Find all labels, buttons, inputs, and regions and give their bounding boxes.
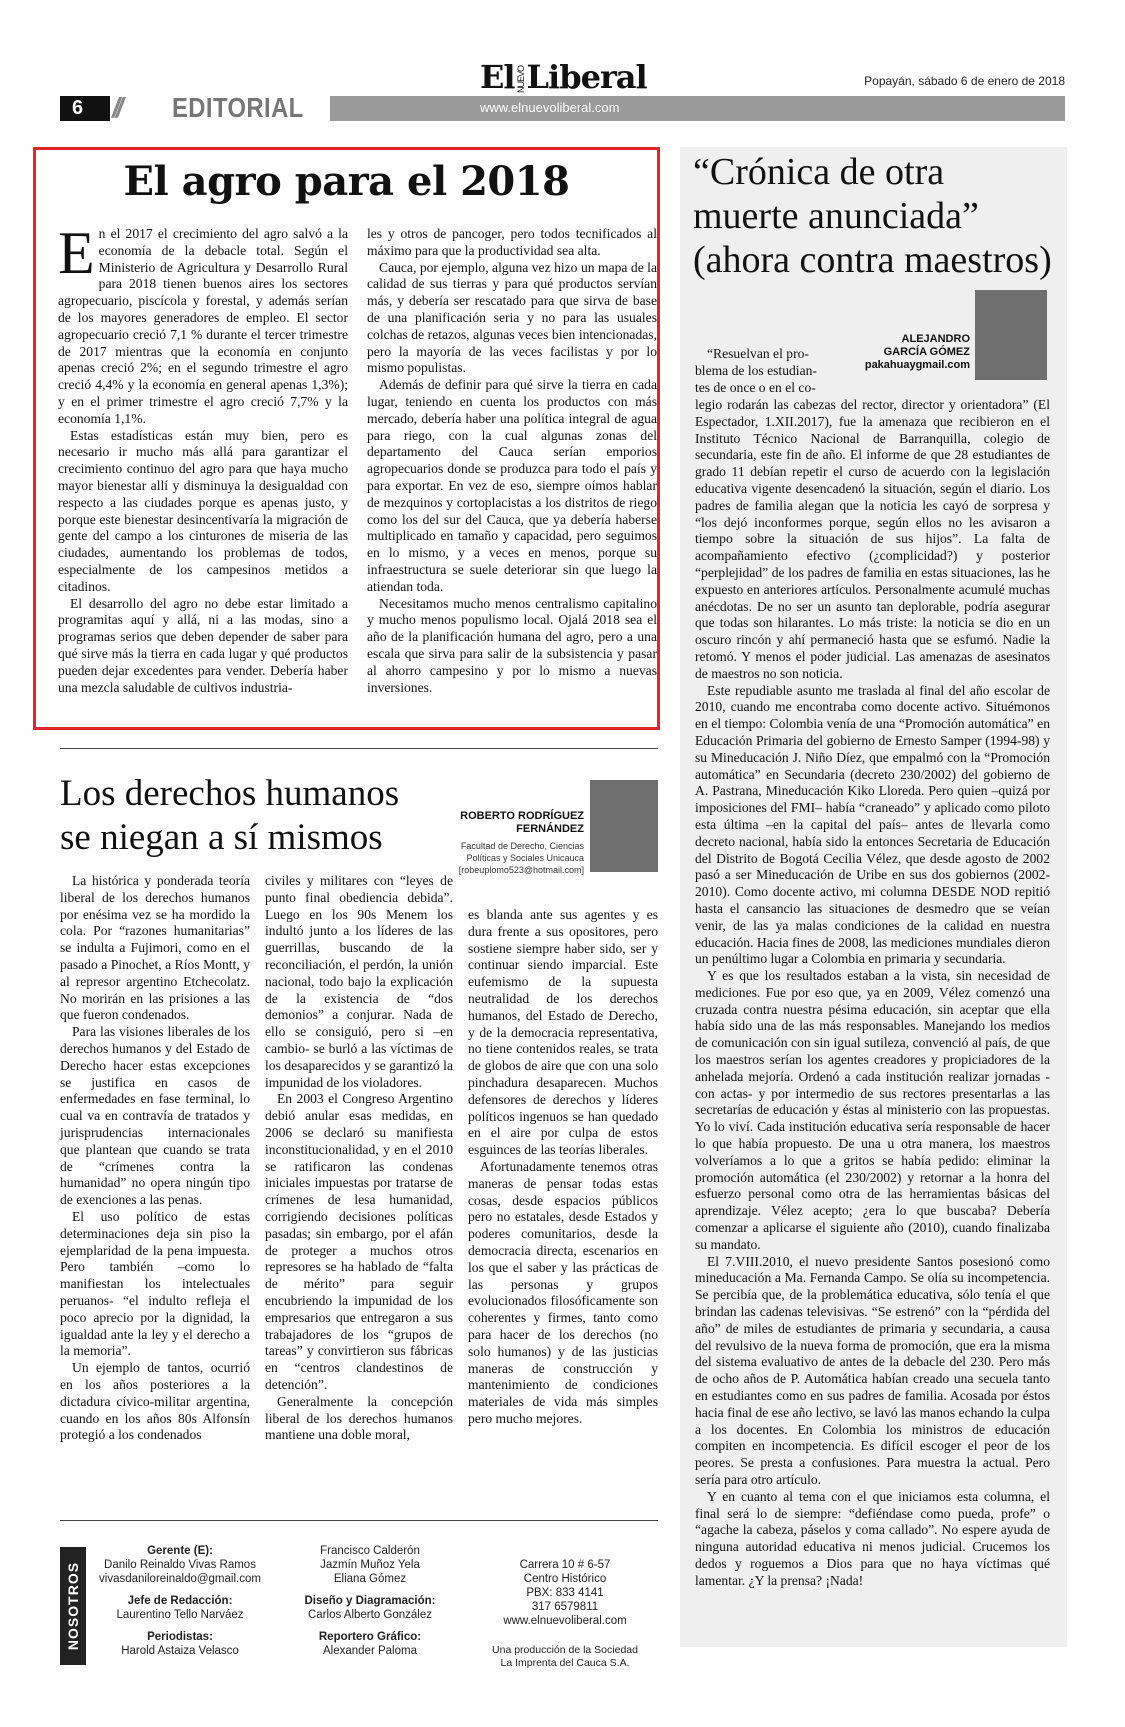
author-photo-garcia [975,290,1047,380]
derechos-column-2 [265,873,453,1444]
editorial-paragraph: El desarrollo del agro no debe estar limitado a programitas aquí y allá, ni a las modas, sino a programas serios que deben depender de saber para qué sirve más la tierra en cada lugar y qué productos pueden dejar excedentes para vender. Debería haber una mezcla saludable de cultivos industria- [58,595,348,695]
cronica-paragraph: El 7.VIII.2010, el nuevo presidente Santos posesionó como mineducación a Ma. Fernanda Campo. Se olía su incompetencia. Se percibía que, de la problemática educativa, sólo tenía el que brindan las cadenas televisivas. “Se estrenó” con la “pérdida del año” de miles de estudiantes de primaria y secundaria, a causa del revulsivo de la nueva forma de promoción, que era la misma del sistema evaluativo de antes de la debacle del 230. Pero más de ocho años de P. Automática habían creado una secuela tanto en estudiantes como en sus padres de familia. Acosada por éstos hacia final de ese año lectivo, se lavó las manos echando la culpa a los docentes. En Colombia los ministros de educación compiten en incompetencia. Es difícil escoger el peor de los peores. Se presta a confusiones. Para muestra la actual. Pero sería para otro artículo. [695,1253,1050,1487]
logo-nuevo: NUEVO [515,65,526,93]
derechos-title [60,772,399,860]
drop-cap: E [58,220,95,286]
author-name: GARCÍA GÓMEZ [883,346,970,358]
derechos-affiliation [420,840,584,876]
editorial-paragraph: Además de definir para qué sirve la tierra en cada lugar, teniendo en cuenta los productos con más mercado, debería haber una política integral de agua para riego, con la cual algunas zonas del departamento del Cauca serían emporios agropecuarios donde se produzca para todo el país y para exportar. En vez de eso, siempre oímos hablar de mezquinos y cortoplacistas a los distritos de riego como los del sur del Cauca, que ya debería haberse multiplicado en tamaño y capacidad, pero seguimos en lo mismo, y a veces en menos, porque su infraestructura se suele deteriorar sin que luego la atiendan toda. [367,377,657,594]
lead-line: “Resuelvan el pro- [707,346,809,361]
footer-staff-block-1 [95,1544,265,1658]
nosotros-label: NOSOTROS [65,1561,81,1651]
editorial-column-2 [367,226,657,696]
derechos-paragraph: Un ejemplo de tantos, ocurrió en los años posteriores a la dictadura cívico-militar argentina, cuando en los años 80s Alfonsín protegió a los condenados [60,1360,250,1443]
reportero-label: Reportero Gráfico: [318,1631,422,1643]
gerente-name: Danilo Reinaldo Vivas Ramos [104,1559,256,1571]
periodistas-label: Periodistas: [147,1631,213,1643]
jefe-name: Laurentino Tello Narváez [116,1609,244,1621]
derechos-paragraph: Generalmente la concepción liberal de los derechos humanos mantiene una doble moral, [265,1393,453,1443]
credit-line: La Imprenta del Cauca S.A. [500,1657,630,1669]
nosotros-tab [60,1547,86,1665]
derechos-paragraph: Afortunadamente tenemos otras maneras de pensar todas estas cosas, desde espacios públicos pero no estatales, desde Estados y poderes comunitarios, desde la democracia directa, escenarios en los que el saber y las prácticas de las personas y grupos evolucionados filosóficamente son coherentes y firmes, tanto como para hacer de los derechos (no solo humanos) y de las justicias maneras de construcción y mantenimiento de condiciones materiales de vida más simples pero mucho mejores. [468,1158,658,1426]
editorial-paragraph: les y otros de pancoger, pero todos tecnificados al máximo para que la productividad sea alta. [367,226,657,258]
footer-website[interactable]: www.elnuevoliberal.com [503,1615,627,1627]
footer-contact-block [485,1558,645,1628]
section-title: EDITORIAL [172,92,304,123]
derechos-paragraph: En 2003 el Congreso Argentino debió anular esas medidas, en 2006 se declaró su manifiesta inconstitucionalidad, y en el 2010 se ratificaron las condenas iniciales impuestas por tratarse de crímenes de lesa humanidad, corrigiendo decisiones políticas pasadas; sin embargo, por el afán de proteger a muchos otros represores se ha hablado de “falta de mérito” para seguir encubriendo la impunidad de los empresarios que entregaron a sus trabajadores de los “grupos de tareas” y convirtieron sus fábricas en “centros clandestinos de detención”. [265,1091,453,1392]
footer-divider [60,1520,658,1521]
affiliation-line: Facultad de Derecho, Ciencias [460,841,584,851]
phone-line: PBX: 833 4141 [526,1587,604,1599]
affiliation-line: Políticas y Sociales Unicauca [466,853,584,863]
reportero-name: Alexander Paloma [323,1645,417,1657]
cronica-paragraph: Y es que los resultados estaban a la vista, sin necesidad de mediciones. Fue por eso que, ya en 2009, Vélez comenzó una cruzada contra nuestra pésima educación, sin aceptar que ella había sido una de las más responsables. Manejando los medios de comunicación con sin igual sutileza, convenció al país, de que los maestros serían los agentes creadores y propiciadores de la anhelada mejoría. Ordenó a cada institución realizar jornadas -con actas- y por intermedio de sus rectores presentarlas a las secretarías de educación y éstas al ministerio con las propuestas. Yo lo viví. Cada institución educativa sería responsable de hacer lo que había propuesto. De una u otra manera, los maestros volveríamos a lo que a gritos se había pedido: eliminar la promoción automática (el 230/2002) y retornar a la honra del esfuerzo personal como otra de las herramientas básicas del aprendizaje. Vélez acepto; ¿era lo que buscaba? Debería comenzar a aplicarse el siguiente año (2010), cuando finalizaba su mandato. [695,968,1050,1252]
jefe-label: Jefe de Redacción: [127,1595,233,1607]
editorial-title: El agro para el 2018 [123,158,570,205]
editorial-paragraph: n el 2017 el crecimiento del agro salvó a la economía de la debacle total. Según el Ministerio de Agricultura y Desarrollo Rural para 2018 tienen buenos aires los sectores agropecuario, piscícola y forestal, y además serían de los mayores generadores de empleo. El sector agropecuario creció 7,1 % durante el tercer trimestre de 2017 mientras que la economía en conjunto apenas creció 2%; en el segundo trimestre el agro creció 4,4% y la economía en general apenas 1,3%); y en el primer trimestre el agro creció 7,7% y la economía 1,1%. [58,226,348,426]
derechos-paragraph: La histórica y ponderada teoría liberal de los derechos humanos por enésima vez se ha mordido la cola. Por “razones humanitarias” se indulta a Fujimori, como en el pasado a Pinochet, a Ríos Montt, y al represor argentino Etchecolatz. No morirán en las prisiones a las que fueron condenados. [60,873,250,1023]
cronica-lead [695,346,827,396]
credit-line: Una producción de la Sociedad [492,1644,638,1656]
footer-credit [485,1644,645,1670]
derechos-column-1 [60,873,250,1444]
editorial-paragraph: Estas estadísticas están muy bien, pero es necesario ir mucho más allá para garantizar el crecimiento continuo del agro para que haya mucho mayor bienestar allí y disminuya la desigualdad con respecto a las ciudades porque es apenas justo, y porque este bienestar desincentivaría la migración de gente del campo a los cinturones de miseria de las ciudades, aumentando los problemas de todos, especialmente de los campesinos metidos a citadinos. [58,427,348,594]
cronica-byline [820,333,970,372]
staff-name: Francisco Calderón [320,1545,420,1557]
author-name: FERNÁNDEZ [516,823,584,835]
header-bar [330,96,1065,121]
cronica-body [695,397,1050,1590]
derechos-paragraph: Para las visiones liberales de los derechos humanos y del Estado de Derecho hacer estas excepciones se justifica en casos de enfermedades en fase terminal, lo cual va en contravía de tratados y jurisprudencias internacionales que plantean que cuando se trata de “crímenes contra la humanidad” no opera ningún tipo de exenciones a las penas. [60,1024,250,1208]
editorial-column-1 [58,220,348,696]
author-email[interactable]: [robeuplomo523@hotmail.com] [458,865,584,875]
derechos-byline [440,810,584,836]
cronica-paragraph: legio rodarán las cabezas del rector, director y orientadora” (El Espectador, 1.XII.2017), fue la amenaza que recibieron en el Instituto Técnico Nacional de Barranquilla, colegio de secundaria, este fin de año. El informe de que 28 estudiantes de grado 11 debían repetir el curso de acuerdo con la legislación educativa vigente desencadenó la situación, según el diario. Los padres de familia alegan que la noticia les cayó de sorpresa y “los dejó inconformes porque, según ellos no les avisaron a tiempo sobre la situación de sus hijos”. La falta de acompañamiento efectivo (¿complicidad?) y posterior “perplejidad” de los padres de familia en estas situaciones, las he expuesto en anteriores artículos. Personalmente acumulé muchas anécdotas. De no ser un asunto tan deplorable, podría asegurar que todas son hilarantes. Lo más triste: la noticia se dio en un oscuro rincón y ahí permaneció hasta que se esfumó. Nadie la retomó. Y menos el poder judicial. Las amenazas de asesinatos de maestros no son noticia. [695,397,1050,681]
page-number: 6 [60,96,110,121]
section-slash-decoration: // [112,92,120,123]
diseno-name: Carlos Alberto González [307,1609,432,1621]
staff-name: Eliana Gómez [333,1573,407,1585]
address-line: Carrera 10 # 6-57 [519,1559,611,1571]
dateline: Popayán, sábado 6 de enero de 2018 [864,74,1065,88]
derechos-title-line: se niegan a sí mismos [60,817,383,858]
gerente-label: Gerente (E): [147,1545,213,1557]
diseno-label: Diseño y Diagramación: [304,1595,436,1607]
derechos-paragraph: civiles y militares con “leyes de punto final obediencia debida”. Luego en los 90s Menem los indultó junto a los líderes de las guerrillas, buscando de la reconciliación, el perdón, la unión nacional, todo bajo la explicación de la existencia de “dos demonios” a conjurar. Nada de ello se consiguió, pero si –en cambio- se burló a las víctimas de los desaparecidos y se garantizó la impunidad de los violadores. [265,873,453,1090]
section-divider [60,748,658,749]
footer-staff-block-2 [290,1544,450,1658]
logo-liberal: Liberal [526,58,647,96]
editorial-paragraph: Cauca, por ejemplo, alguna vez hizo un mapa de la calidad de sus tierras y para qué productos servían más, y debería ser rescatado para que sirva de base de una planificación seria y no para las usuales colchas de retazos, algunas veces bien intencionadas, pero la mayoría de las veces facilistas y por lo mismo populistas. [367,259,657,376]
author-name: ALEJANDRO [901,333,970,345]
author-name: ROBERTO RODRÍGUEZ [460,810,584,822]
derechos-column-3 [468,907,658,1428]
editorial-paragraph: Necesitamos mucho menos centralismo capitalino y mucho menos populismo local. Ojalá 2018 sea el año de la planificación humana del agro, pero a una escala que sirva para salir de la subsistencia y pasar al ahorro campesino y por lo mismo a nuevas inversiones. [367,595,657,695]
cronica-title: “Crónica de otra muerte anunciada” (ahora contra maestros) [693,151,1052,281]
derechos-paragraph: es blanda ante sus agentes y es dura frente a sus opositores, pero sostiene siempre haber sido, ser y continuar siendo imparcial. Este eufemismo de la supuesta neutralidad de los derechos humanos, del Estado de Derecho, y de la democracia representativa, no tiene contenidos reales, se trata de globos de aire que con una solo pinchadura desaparecen. Muchos defensores de derechos y líderes políticos ingenuos se han quedado en el aire por culpa de estos esguinces de las teorías liberales. [468,907,658,1158]
address-line: Centro Histórico [523,1573,607,1585]
header-url[interactable]: www.elnuevoliberal.com [480,100,620,115]
derechos-paragraph: El uso político de estas determinaciones deja sin piso la ejemplaridad de la pena impuesta. Pero también –como lo manifiestan los intelectuales peruanos- “el indulto refleja el poco aprecio por la dignidad, la igualdad ante la ley y el derecho a la memoria”. [60,1208,250,1359]
author-photo-rodriguez [590,780,658,872]
cronica-paragraph: Este repudiable asunto me traslada al final del año escolar de 2010, cuando me encontraba como docente activo. Situémonos en el tiempo: Colombia venía de una “Promoción automática” en Educación Primaria del gobierno de Ernesto Samper (1994-98) y su Mineducación J. Niño Díez, que empalmó con la “Promoción automática” en Secundaria (decreto 230/2002) del gobierno de A. Pastrana, Mineducación Kiko Lloreda. Pero quien –quizá por imposiciones del FMI– había “craneado” y aplicado como piloto esta última –en la capital del país– antes de llevarla como decreto nacional, había sido la entonces Secretaria de Educación del Distrito de Bogotá Cecilia Vélez, que desde agosto de 2002 pasó a ser Mineducación de Uribe en sus dos gobiernos (2002-2010). Como docente activo, mi columna DESDE NOD repitió hasta el cansancio las situaciones de desmedro que se veían venir, de las ya malas condiciones de la calidad en nuestra educación. Hacia fines de 2008, las mediciones mundiales dieron un penúltimo lugar a Colombia en primaria y secundaria. [695,682,1050,967]
staff-name: Jazmín Muñoz Yela [320,1559,420,1571]
derechos-title-line: Los derechos humanos [60,773,400,814]
masthead-logo [480,58,647,96]
author-email[interactable]: pakahuaygmail.com [864,359,970,371]
cronica-paragraph: Y en cuanto al tema con el que iniciamos esta columna, el final será lo de siempre: “defiéndase como pueda, profe” o “agache la cabeza, páselos y coma callado”. No espere ayuda de ninguna autoridad educativa ni menos judicial. Crucemos los dedos y roguemos a Dios para que no haya víctimas qué lamentar. ¿Y la prensa? ¡Nada! [695,1488,1050,1588]
lead-line: blema de los estudian- [695,362,817,378]
gerente-email[interactable]: vivasdaniloreinaldo@gmail.com [99,1573,261,1585]
lead-line: tes de once o en el co- [695,379,816,395]
phone-line: 317 6579811 [531,1601,599,1613]
periodistas-name: Harold Astaiza Velasco [121,1645,239,1657]
logo-el: El [480,58,515,96]
